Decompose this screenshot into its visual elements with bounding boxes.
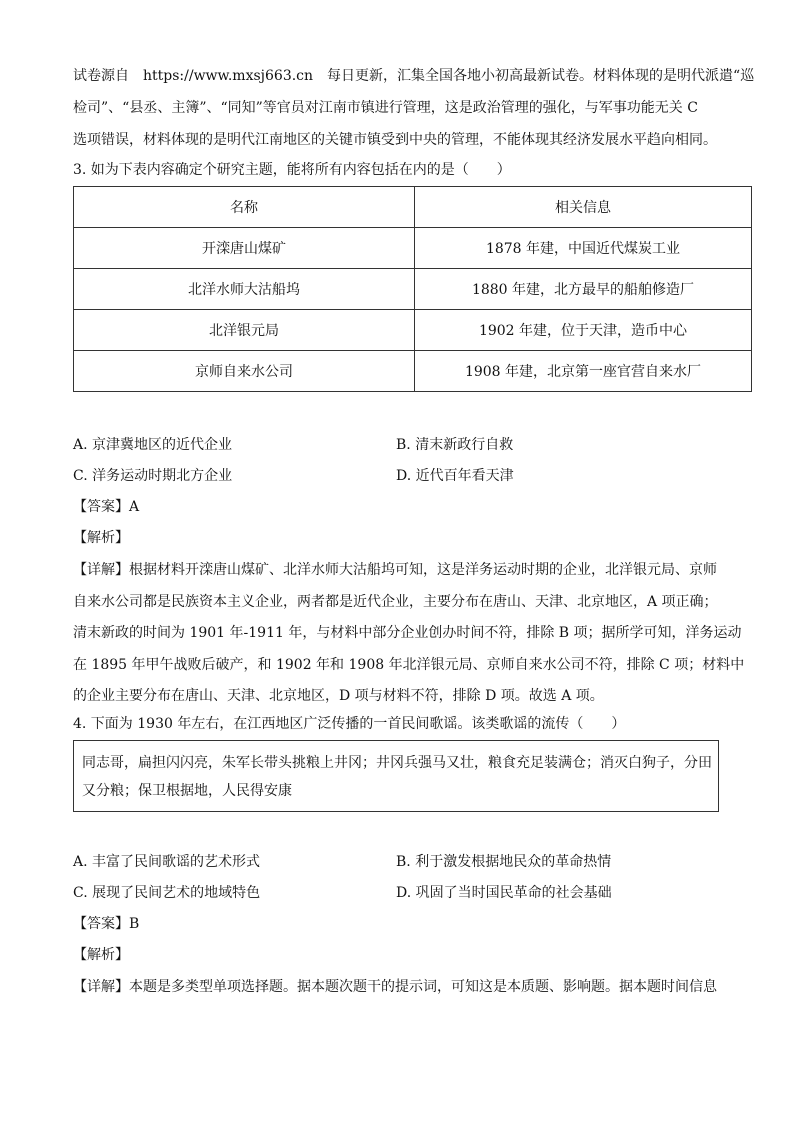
table-cell-info: 1908 年建，北京第一座官营自来水厂 xyxy=(415,351,752,392)
intro-line-1: 检司”、“县丞、主簿”、“同知”等官员对江南市镇进行管理，这是政治管理的强化，与军事功能无关 C xyxy=(73,100,698,116)
table-header-info: 相关信息 xyxy=(415,187,752,228)
q3-option-d: D. 近代百年看天津 xyxy=(396,468,514,484)
table-row xyxy=(74,228,752,269)
q4-detail-line-1: 【详解】本题是多类型单项选择题。据本题次题干的提示词，可知这是本质题、影响题。据本题时间信息 xyxy=(73,979,717,995)
q3-detail-line-2: 自来水公司都是民族资本主义企业，两者都是近代企业，主要分布在唐山、天津、北京地区，A 项正确； xyxy=(73,594,718,610)
table-row xyxy=(74,269,752,310)
q4-stem: 4. 下面为 1930 年左右，在江西地区广泛传播的一首民间歌谣。该类歌谣的流传（ ） xyxy=(73,716,626,732)
q4-option-c: C. 展现了民间艺术的地域特色 xyxy=(73,885,261,901)
source-header-line xyxy=(73,66,755,86)
table-cell-name: 京师自来水公司 xyxy=(74,351,415,392)
table-header-row xyxy=(74,187,752,228)
q3-detail-line-5: 的企业主要分布在唐山、天津、北京地区，D 项与材料不符，排除 D 项。故选 A 项。 xyxy=(73,688,604,704)
table-cell-info: 1902 年建，位于天津，造币中心 xyxy=(415,310,752,351)
intro-text-start: 材料体现的是明代派遣“巡 xyxy=(593,68,755,84)
table-cell-name: 开滦唐山煤矿 xyxy=(74,228,415,269)
ballad-line-2: 又分粮；保卫根据地，人民得安康 xyxy=(82,783,292,799)
q4-option-b: B. 利于激发根据地民众的革命热情 xyxy=(396,854,612,870)
table-cell-name: 北洋银元局 xyxy=(74,310,415,351)
table-row xyxy=(74,310,752,351)
q4-answer: 【答案】B xyxy=(73,916,140,932)
table-cell-info: 1880 年建，北方最早的船舶修造厂 xyxy=(415,269,752,310)
table-header-name: 名称 xyxy=(74,187,415,228)
q3-option-c: C. 洋务运动时期北方企业 xyxy=(73,468,233,484)
table-cell-name: 北洋水师大沽船坞 xyxy=(74,269,415,310)
q4-option-a: A. 丰富了民间歌谣的艺术形式 xyxy=(73,854,261,870)
q4-ballad-box xyxy=(73,740,719,812)
q3-answer: 【答案】A xyxy=(73,499,140,515)
q3-detail-line-4: 在 1895 年甲午战败后破产，和 1902 年和 1908 年北洋银元局、京师自来水公司不符，排除 C 项；材料中 xyxy=(73,657,745,673)
source-label: 试卷源自 xyxy=(73,68,129,84)
intro-line-2: 选项错误，材料体现的是明代江南地区的关键市镇受到中央的管理，不能体现其经济发展水平趋向相同。 xyxy=(73,132,717,148)
q3-option-b: B. 清末新政行自救 xyxy=(396,437,514,453)
table-cell-info: 1878 年建，中国近代煤炭工业 xyxy=(415,228,752,269)
q4-option-d: D. 巩固了当时国民革命的社会基础 xyxy=(396,885,612,901)
q4-analysis-label: 【解析】 xyxy=(73,947,129,963)
q3-info-table xyxy=(73,186,752,392)
q3-option-a: A. 京津冀地区的近代企业 xyxy=(73,437,233,453)
q3-detail-line-1: 【详解】根据材料开滦唐山煤矿、北洋水师大沽船坞可知，这是洋务运动时期的企业，北洋银元局、京师 xyxy=(73,562,717,578)
q3-stem: 3. 如为下表内容确定个研究主题，能将所有内容包括在内的是（ ） xyxy=(73,162,511,178)
source-tagline: 每日更新，汇集全国各地小初高最新试卷。 xyxy=(327,68,594,84)
q3-analysis-label: 【解析】 xyxy=(73,530,129,546)
ballad-line-1: 同志哥，扁担闪闪亮，朱军长带头挑粮上井冈；井冈兵强马又壮，粮食充足装满仓；消灭白狗子，分田 xyxy=(82,755,712,771)
table-row xyxy=(74,351,752,392)
q3-detail-line-3: 清末新政的时间为 1901 年-1911 年，与材料中部分企业创办时间不符，排除 B 项；据所学可知，洋务运动 xyxy=(73,625,742,641)
source-url[interactable]: https://www.mxsj663.cn xyxy=(143,68,314,84)
